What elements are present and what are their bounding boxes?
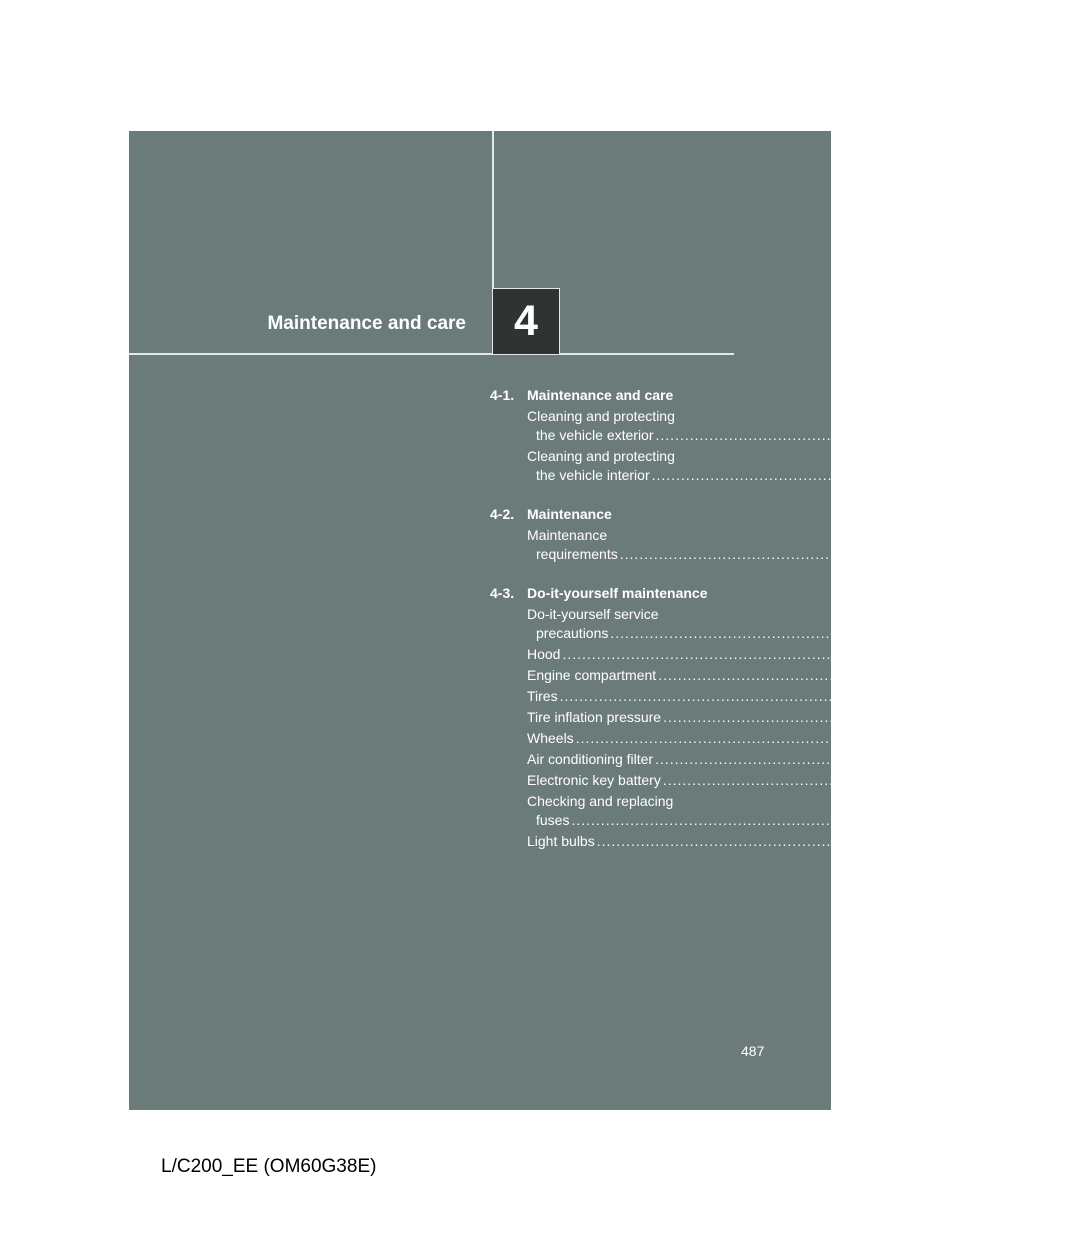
toc-entry[interactable]: [527, 605, 1028, 643]
section-title: Do-it-yourself maintenance: [527, 585, 708, 601]
entry-title: Cleaning and protecting: [527, 408, 675, 424]
horizontal-divider: [129, 353, 734, 355]
table-of-contents: [490, 386, 1081, 871]
toc-entry[interactable]: [527, 750, 1073, 769]
entry-page: 501: [956, 646, 980, 662]
entry-page: 546: [990, 833, 1015, 849]
page-number: 487: [741, 1043, 765, 1059]
dot-leader: ................................................................................: [559, 688, 951, 704]
entry-title: Engine compartment: [527, 667, 657, 683]
dot-leader: ................................................................................: [596, 833, 988, 849]
section-number: 4-3.: [490, 585, 515, 601]
section-number: 4-1.: [490, 387, 515, 403]
section-heading[interactable]: [490, 584, 732, 603]
dot-leader: ................................................................................: [575, 730, 967, 746]
toc-section-4-2: [490, 505, 1038, 564]
entry-page: 518: [953, 688, 978, 704]
section-heading[interactable]: [490, 386, 732, 405]
chapter-number-tab: [492, 288, 560, 354]
section-heading[interactable]: [490, 505, 732, 524]
dot-leader: ................................................................................: [619, 546, 1011, 562]
entry-title: Cleaning and protecting: [527, 448, 675, 464]
entry-title: Hood: [527, 646, 561, 662]
toc-entry[interactable]: [527, 645, 980, 664]
toc-section-4-3: [490, 584, 1081, 851]
toc-entry[interactable]: [527, 708, 1081, 727]
entry-title: Tires: [527, 688, 558, 704]
entry-title: Electronic key battery: [527, 772, 661, 788]
toc-section-4-1: [490, 386, 1074, 485]
chapter-title: Maintenance and care: [267, 313, 466, 334]
section-number: 4-2.: [490, 506, 515, 522]
toc-entry[interactable]: [527, 407, 1074, 445]
entry-page: 523: [969, 730, 994, 746]
entry-page: 502: [1052, 667, 1076, 683]
entry-subtitle: the vehicle exterior: [536, 427, 654, 443]
dot-leader: ................................................................................: [658, 667, 1050, 683]
toc-entry[interactable]: [527, 447, 1070, 485]
entry-page: 528: [1057, 772, 1081, 788]
dot-leader: ................................................................................: [610, 625, 1002, 641]
entry-page: 525: [1049, 751, 1073, 767]
entry-page: 488: [1049, 427, 1074, 443]
vertical-divider: [492, 131, 494, 288]
entry-page: 531: [965, 812, 989, 828]
toc-entry[interactable]: [527, 526, 1038, 564]
dot-leader: ................................................................................: [562, 646, 954, 662]
section-title: Maintenance and care: [527, 387, 674, 403]
toc-entry[interactable]: [527, 771, 1081, 790]
dot-leader: ................................................................................: [662, 772, 1055, 788]
entry-title: Air conditioning filter: [527, 751, 654, 767]
entry-title: Checking and replacing: [527, 793, 674, 809]
entry-page: 521: [1057, 709, 1081, 725]
entry-title: Wheels: [527, 730, 574, 746]
entry-page: 494: [1013, 546, 1038, 562]
section-title: Maintenance: [527, 506, 612, 522]
entry-title: Maintenance: [527, 527, 608, 543]
dot-leader: ................................................................................: [655, 751, 1047, 767]
toc-entry[interactable]: [527, 729, 994, 748]
entry-title: Light bulbs: [527, 833, 595, 849]
entry-subtitle: requirements: [536, 546, 618, 562]
entry-title: Do-it-yourself service: [527, 606, 659, 622]
chapter-number: 4: [514, 297, 538, 345]
entry-page: 491: [1045, 467, 1070, 483]
dot-leader: ................................................................................: [651, 467, 1043, 483]
toc-entry[interactable]: [527, 832, 1015, 851]
dot-leader: ................................................................................: [663, 709, 1055, 725]
entry-subtitle: fuses: [536, 812, 570, 828]
entry-subtitle: the vehicle interior: [536, 467, 650, 483]
dot-leader: ................................................................................: [655, 427, 1047, 443]
entry-page: 497: [1004, 625, 1028, 641]
entry-title: Tire inflation pressure: [527, 709, 662, 725]
manual-code-footer: L/C200_EE (OM60G38E): [161, 1156, 377, 1177]
toc-entry[interactable]: [527, 792, 989, 830]
dot-leader: ................................................................................: [571, 812, 963, 828]
toc-entry[interactable]: [527, 687, 978, 706]
entry-subtitle: precautions: [536, 625, 609, 641]
toc-entry[interactable]: [527, 666, 1076, 685]
